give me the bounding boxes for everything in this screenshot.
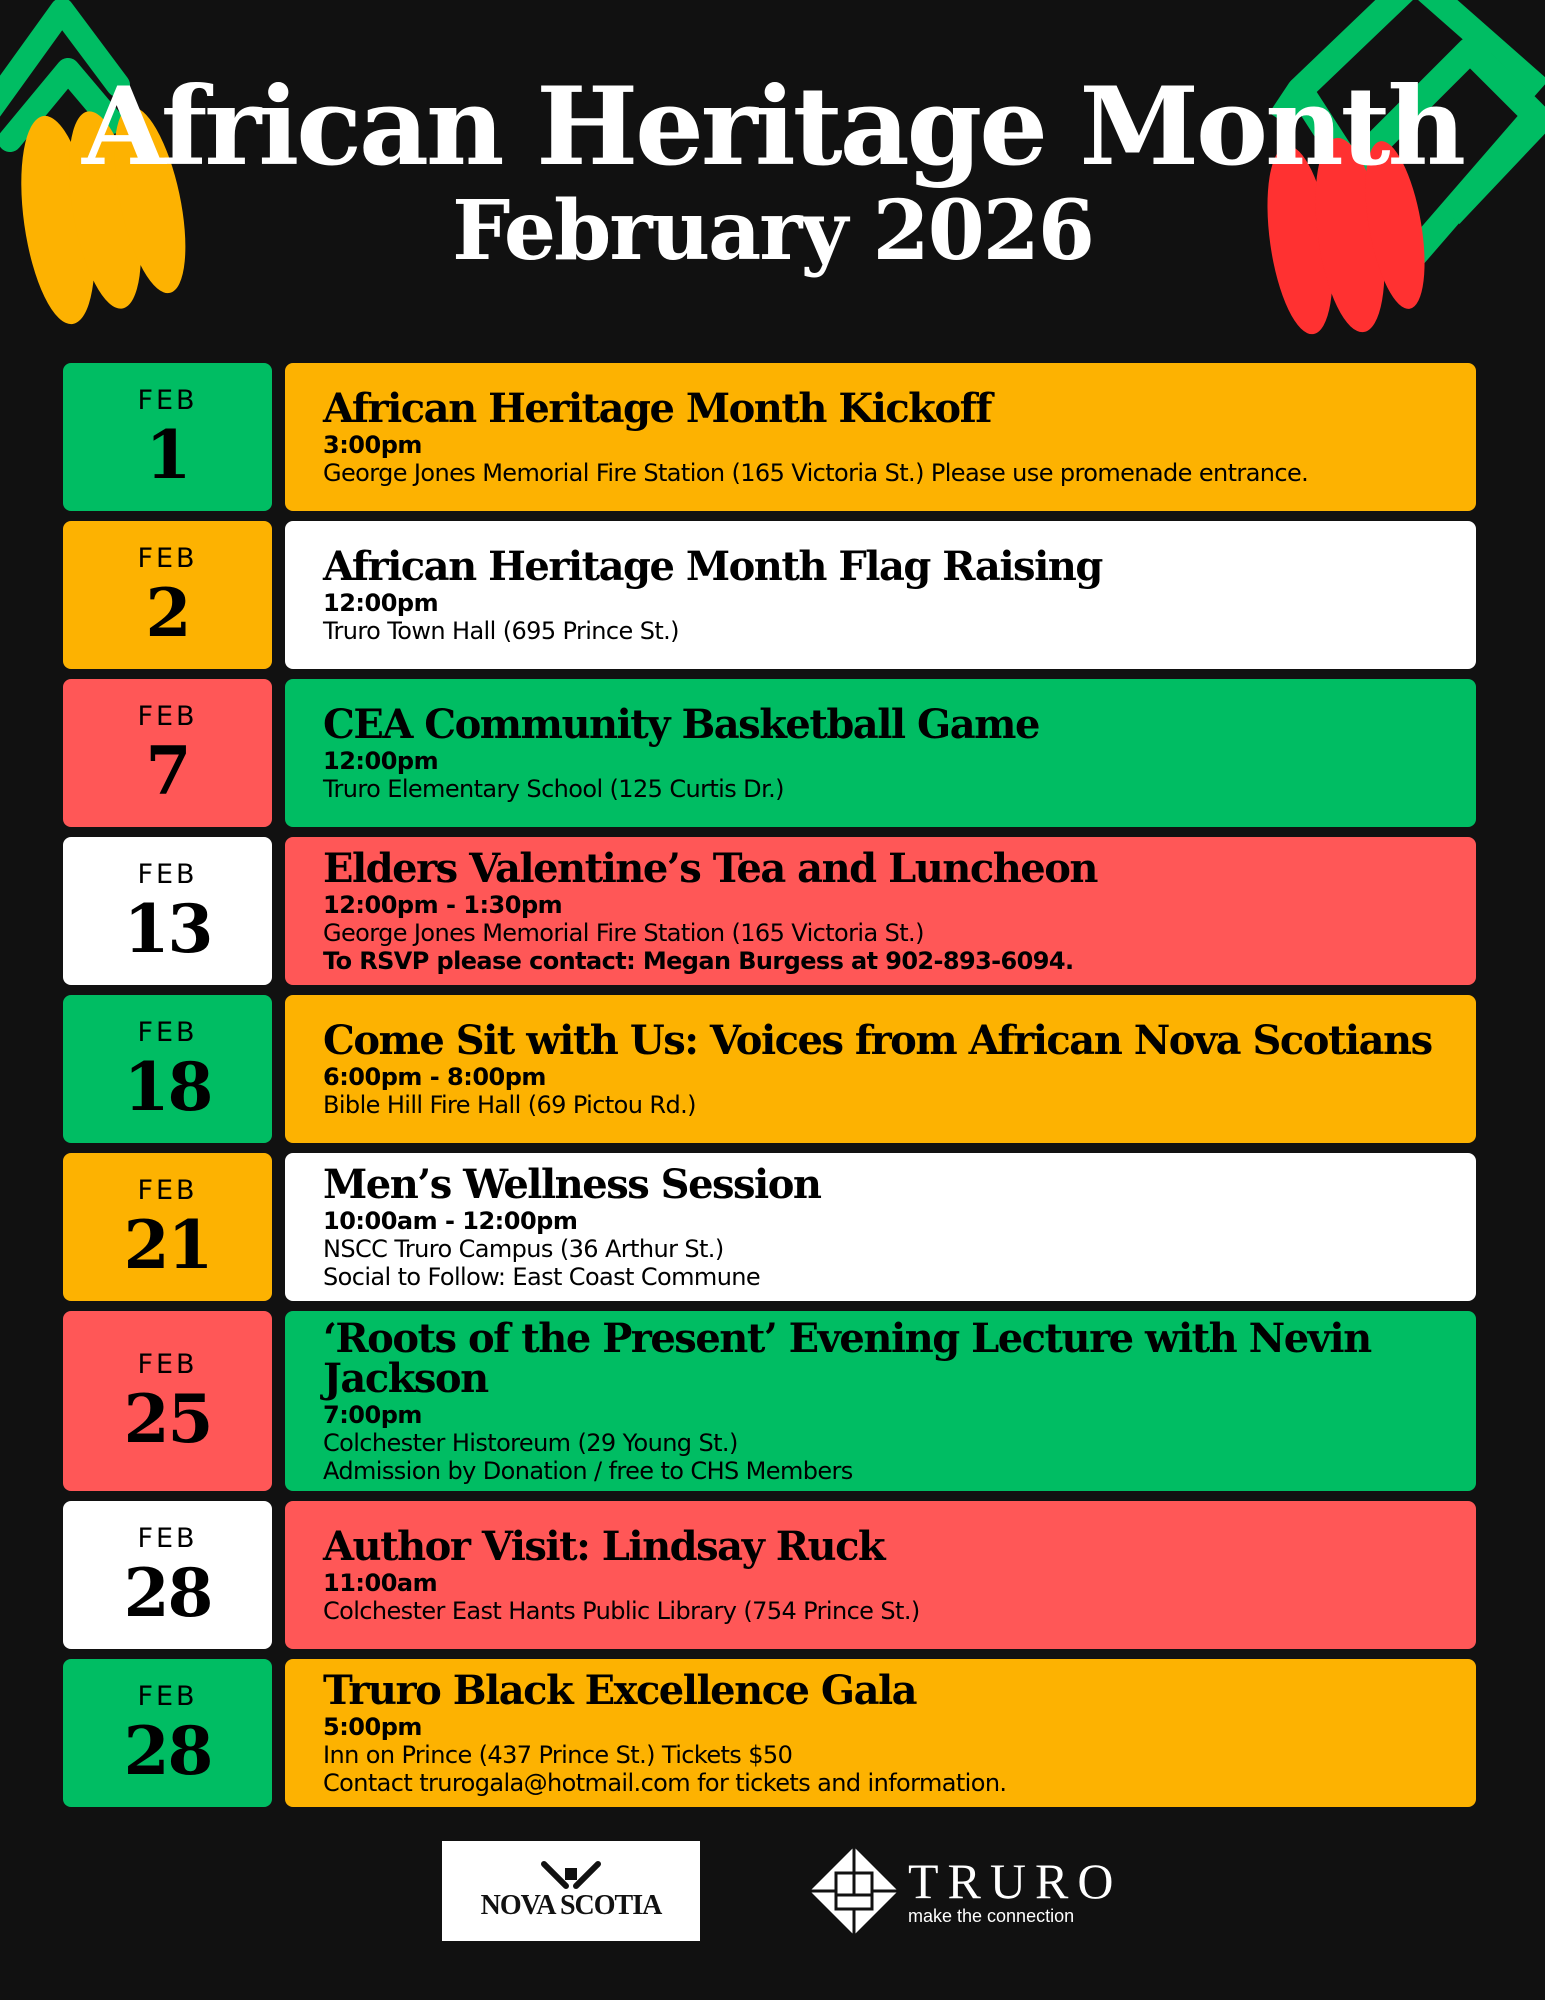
event-details: [285, 363, 1476, 511]
event-time: 3:00pm: [323, 431, 422, 459]
event-detail-line: Colchester East Hants Public Library (754 Prince St.): [323, 1597, 920, 1625]
event-details: [285, 1153, 1476, 1301]
page-header: [0, 64, 1545, 279]
event-date-month: FEB: [137, 384, 198, 416]
truro-diamond-icon: [808, 1845, 900, 1937]
event-row: [63, 995, 1476, 1143]
event-title: Men’s Wellness Session: [323, 1161, 821, 1208]
event-details: [285, 1501, 1476, 1649]
event-detail-line: Bible Hill Fire Hall (69 Pictou Rd.): [323, 1091, 696, 1119]
event-time: 12:00pm - 1:30pm: [323, 891, 563, 919]
event-date-badge: [63, 1501, 272, 1649]
event-date-day: 1: [145, 415, 190, 494]
event-date-day: 28: [123, 1553, 212, 1632]
event-details: [285, 679, 1476, 827]
event-detail-line: George Jones Memorial Fire Station (165 Victoria St.): [323, 919, 924, 947]
page-subtitle: February 2026: [452, 183, 1093, 279]
event-time: 11:00am: [323, 1569, 438, 1597]
event-details: [285, 1311, 1476, 1491]
event-title: Author Visit: Lindsay Ruck: [323, 1523, 885, 1570]
event-date-day: 13: [123, 889, 212, 968]
event-date-day: 18: [123, 1047, 212, 1126]
event-date-month: FEB: [137, 1348, 198, 1380]
event-time: 5:00pm: [323, 1713, 422, 1741]
event-date-badge: [63, 995, 272, 1143]
event-date-month: FEB: [137, 1680, 198, 1712]
event-row: [63, 1153, 1476, 1301]
event-row: [63, 1501, 1476, 1649]
event-detail-line: Admission by Donation / free to CHS Members: [323, 1457, 853, 1485]
event-detail-line: To RSVP please contact: Megan Burgess at 902-893-6094.: [323, 947, 1074, 975]
event-date-month: FEB: [137, 1016, 198, 1048]
event-date-badge: [63, 1659, 272, 1807]
event-details: [285, 995, 1476, 1143]
event-row: [63, 1311, 1476, 1491]
page-title: African Heritage Month: [81, 64, 1464, 190]
event-date-day: 7: [145, 731, 190, 810]
event-date-month: FEB: [137, 858, 198, 890]
event-detail-line: Truro Elementary School (125 Curtis Dr.): [323, 775, 784, 803]
event-date-month: FEB: [137, 1522, 198, 1554]
event-row: [63, 521, 1476, 669]
event-row: [63, 679, 1476, 827]
event-date-day: 25: [123, 1379, 212, 1458]
event-details: [285, 1659, 1476, 1807]
event-date-month: FEB: [137, 1174, 198, 1206]
event-date-month: FEB: [137, 700, 198, 732]
event-detail-line: Truro Town Hall (695 Prince St.): [323, 617, 679, 645]
nova-scotia-logo: [442, 1841, 700, 1941]
event-title: Elders Valentine’s Tea and Luncheon: [323, 845, 1098, 892]
event-date-day: 2: [145, 573, 190, 652]
event-row: [63, 1659, 1476, 1807]
event-date-badge: [63, 679, 272, 827]
nova-scotia-logo-text: NOVA SCOTIA: [480, 1890, 662, 1921]
event-time: 7:00pm: [323, 1401, 422, 1429]
event-title: African Heritage Month Flag Raising: [323, 543, 1102, 590]
event-date-month: FEB: [137, 542, 198, 574]
event-detail-line: Colchester Historeum (29 Young St.): [323, 1429, 738, 1457]
truro-logo: [808, 1841, 1122, 1941]
nova-scotia-crest-icon: [536, 1860, 606, 1894]
event-detail-line: George Jones Memorial Fire Station (165 Victoria St.) Please use promenade entrance.: [323, 459, 1309, 487]
event-detail-line: Contact trurogala@hotmail.com for tickets and information.: [323, 1769, 1007, 1797]
event-row: [63, 363, 1476, 511]
event-date-badge: [63, 1311, 272, 1491]
event-detail-line: NSCC Truro Campus (36 Arthur St.): [323, 1235, 724, 1263]
event-date-day: 28: [123, 1711, 212, 1790]
event-detail-line: Inn on Prince (437 Prince St.) Tickets $50: [323, 1741, 793, 1769]
event-list: [63, 363, 1476, 1817]
event-title: Truro Black Excellence Gala: [323, 1667, 917, 1714]
event-time: 12:00pm: [323, 589, 439, 617]
event-details: [285, 521, 1476, 669]
event-details: [285, 837, 1476, 985]
event-time: 12:00pm: [323, 747, 439, 775]
event-title: Come Sit with Us: Voices from African Nova Scotians: [323, 1017, 1432, 1064]
event-date-badge: [63, 521, 272, 669]
truro-logo-name: TRURO: [908, 1853, 1123, 1909]
event-time: 6:00pm - 8:00pm: [323, 1063, 546, 1091]
sponsor-logos: [0, 1841, 1545, 1941]
event-title: CEA Community Basketball Game: [323, 701, 1039, 748]
event-date-badge: [63, 363, 272, 511]
event-time: 10:00am - 12:00pm: [323, 1207, 578, 1235]
event-date-badge: [63, 1153, 272, 1301]
truro-logo-tagline: make the connection: [908, 1906, 1075, 1926]
event-title: African Heritage Month Kickoff: [323, 385, 991, 432]
event-title: ‘Roots of the Present’ Evening Lecture with Nevin Jackson: [323, 1315, 1371, 1402]
event-row: [63, 837, 1476, 985]
event-date-day: 21: [123, 1205, 212, 1284]
event-date-badge: [63, 837, 272, 985]
event-detail-line: Social to Follow: East Coast Commune: [323, 1263, 761, 1291]
